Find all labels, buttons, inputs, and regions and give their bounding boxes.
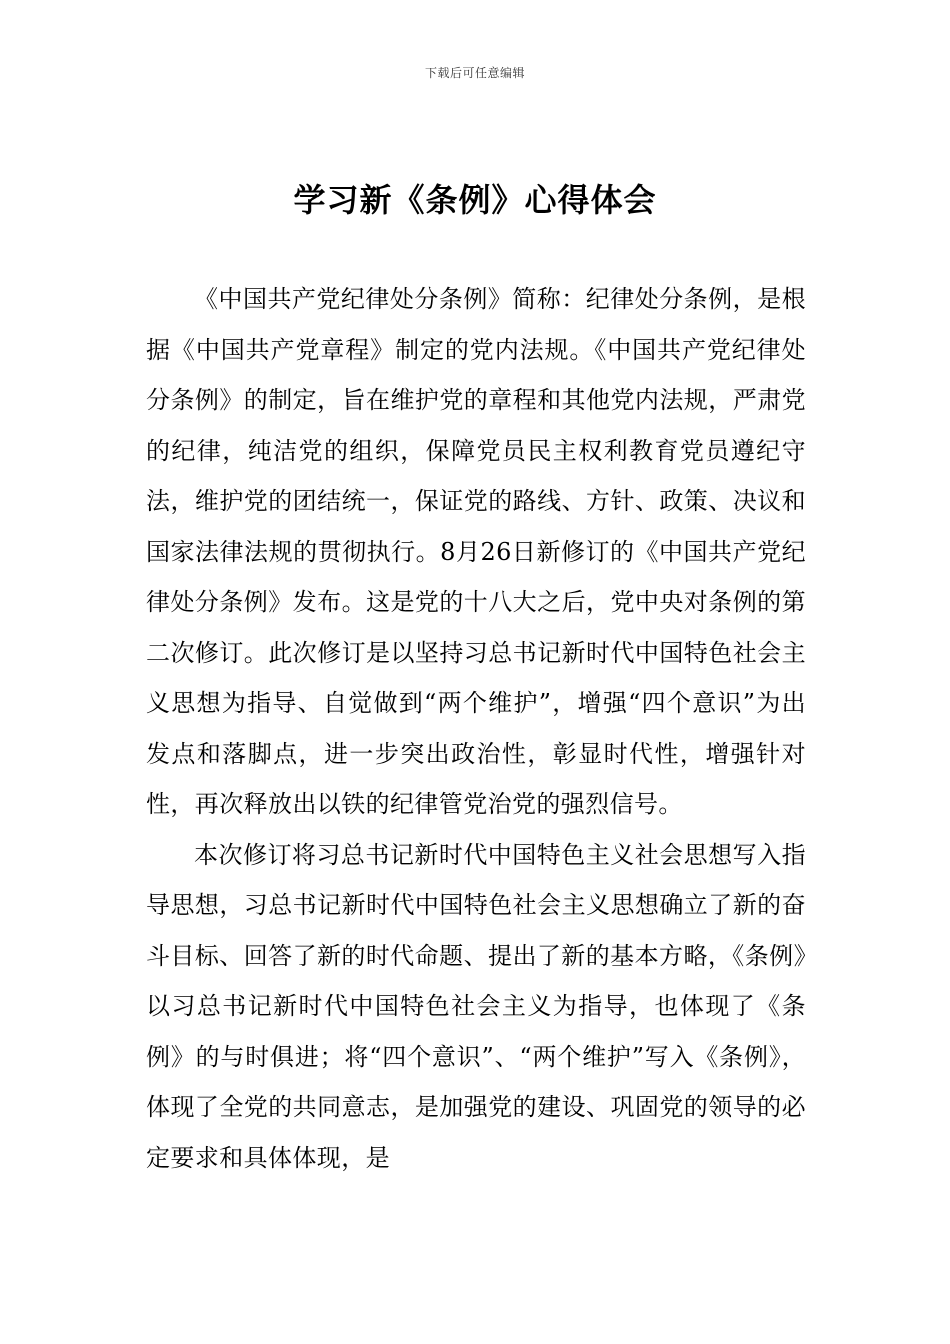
paragraph-1: 《中国共产党纪律处分条例》简称：纪律处分条例，是根据《中国共产党章程》制定的党内法规。《中国共产党纪律处分条例》的制定，旨在维护党的章程和其他党内法规，严肃党的纪律，纯洁党的组织，保障党员民主权利教育党员遵纪守法，维护党的团结统一，保证党的路线、方针、政策、决议和国家法律法规的贯彻执行。8月26日新修订的《中国共产党纪律处分条例》发布。这是党的十八大之后，党中央对条例的第二次修订。此次修订是以坚持习总书记新时代中国特色社会主义思想为指导、自觉做到“两个维护”，增强“四个意识”为出发点和落脚点，进一步突出政治性，彰显时代性，增强针对性，再次释放出以铁的纪律管党治党的强烈信号。 — [146, 285, 806, 818]
document-body — [146, 274, 806, 1183]
header-note: 下载后可任意编辑 — [424, 66, 525, 80]
paragraph-2: 本次修订将习总书记新时代中国特色主义社会思想写入指导思想，习总书记新时代中国特色社会主义思想确立了新的奋斗目标、回答了新的时代命题、提出了新的基本方略，《条例》以习总书记新时代中国特色社会主义为指导，也体现了《条例》的与时俱进；将“四个意识”、“两个维护”写入《条例》，体现了全党的共同意志，是加强党的建设、巩固党的领导的必定要求和具体体现，是 — [146, 840, 806, 1172]
document-title: 学习新《条例》心得体会 — [293, 181, 657, 219]
